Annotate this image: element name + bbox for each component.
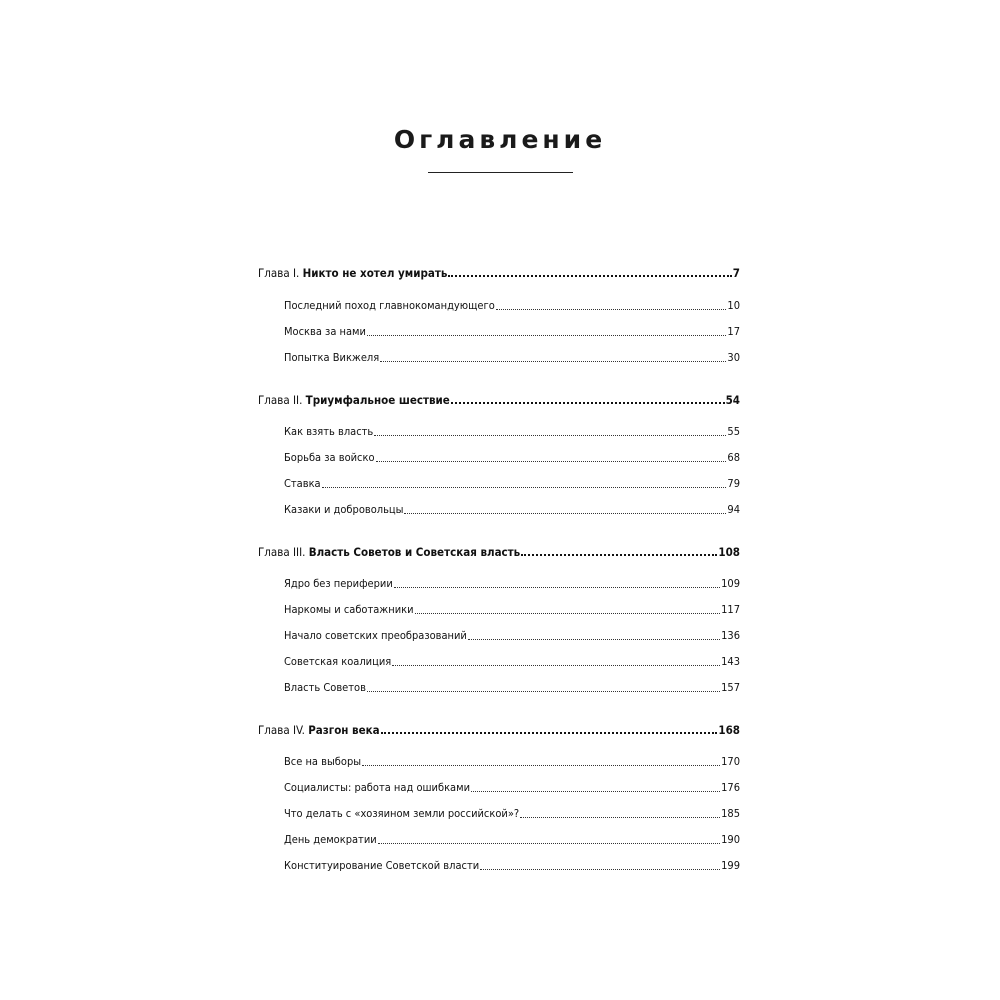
dot-leader <box>381 732 718 734</box>
toc-section[interactable] <box>284 781 740 795</box>
dot-leader <box>496 309 727 310</box>
chapter-label: Глава II. <box>258 393 303 407</box>
page-number: 109 <box>721 577 740 590</box>
dot-leader <box>415 613 721 614</box>
toc-section[interactable] <box>284 755 740 769</box>
dot-leader <box>468 639 720 640</box>
toc-section[interactable] <box>284 629 740 643</box>
dot-leader <box>451 402 725 404</box>
dot-leader <box>392 665 720 666</box>
toc-section[interactable] <box>284 833 740 847</box>
section-title: Наркомы и саботажники <box>284 603 414 616</box>
section-title: Конституирование Советской власти <box>284 859 480 872</box>
page-number: 157 <box>721 681 740 694</box>
section-title: Все на выборы <box>284 755 362 768</box>
dot-leader <box>404 513 726 514</box>
section-title: Попытка Викжеля <box>284 351 380 364</box>
toc-section[interactable] <box>284 681 740 695</box>
dot-leader <box>471 791 720 792</box>
chapter-label: Глава I. <box>258 266 300 280</box>
toc-section[interactable] <box>284 477 740 491</box>
section-title: Последний поход главнокомандующего <box>284 299 495 312</box>
toc-chapter-3[interactable] <box>258 545 740 559</box>
section-title: День демократии <box>284 833 377 846</box>
page-number: 199 <box>721 859 740 872</box>
page-number: 7 <box>732 266 740 280</box>
chapter-title: Триумфальное шествие <box>305 393 450 407</box>
toc-section[interactable] <box>284 807 740 821</box>
dot-leader <box>480 869 720 870</box>
page-title: Оглавление <box>393 125 607 154</box>
section-title: Москва за нами <box>284 325 366 338</box>
dot-leader <box>362 765 720 766</box>
page-number: 190 <box>721 833 740 846</box>
section-title: Ядро без периферии <box>284 577 393 590</box>
section-title: Борьба за войско <box>284 451 375 464</box>
page-number: 30 <box>727 351 740 364</box>
section-title: Как взять власть <box>284 425 374 438</box>
chapter-label: Глава IV. <box>258 723 305 737</box>
dot-leader <box>520 817 720 818</box>
page-number: 170 <box>721 755 740 768</box>
section-title: Казаки и добровольцы <box>284 503 404 516</box>
dot-leader <box>448 275 731 277</box>
dot-leader <box>394 587 720 588</box>
page-number: 108 <box>718 545 740 559</box>
toc-section[interactable] <box>284 299 740 313</box>
section-title: Советская коалиция <box>284 655 392 668</box>
page-number: 55 <box>727 425 740 438</box>
section-title: Социалисты: работа над ошибками <box>284 781 471 794</box>
chapter-title: Власть Советов и Советская власть <box>308 545 521 559</box>
toc-section[interactable] <box>284 859 740 873</box>
toc-section[interactable] <box>284 351 740 365</box>
chapter-title: Разгон века <box>308 723 380 737</box>
chapter-label: Глава III. <box>258 545 306 559</box>
section-title: Власть Советов <box>284 681 366 694</box>
page-number: 68 <box>727 451 740 464</box>
page-number: 54 <box>725 393 740 407</box>
dot-leader <box>521 554 717 556</box>
toc-section[interactable] <box>284 655 740 669</box>
toc-section[interactable] <box>284 603 740 617</box>
toc-section[interactable] <box>284 325 740 339</box>
page-number: 94 <box>727 503 740 516</box>
toc-chapter-1[interactable] <box>258 266 740 280</box>
dot-leader <box>367 691 720 692</box>
page-number: 10 <box>727 299 740 312</box>
toc-chapter-2[interactable] <box>258 393 740 407</box>
dot-leader <box>322 487 727 488</box>
dot-leader <box>374 435 726 436</box>
toc-chapter-4[interactable] <box>258 723 740 737</box>
dot-leader <box>378 843 720 844</box>
toc-section[interactable] <box>284 577 740 591</box>
dot-leader <box>367 335 726 336</box>
toc-section[interactable] <box>284 503 740 517</box>
dot-leader <box>380 361 726 362</box>
section-title: Ставка <box>284 477 321 490</box>
section-title: Что делать с «хозяином земли российской»? <box>284 807 520 820</box>
page-number: 136 <box>721 629 740 642</box>
page-number: 17 <box>727 325 740 338</box>
page-number: 176 <box>721 781 740 794</box>
section-title: Начало советских преобразований <box>284 629 467 642</box>
dot-leader <box>376 461 727 462</box>
page-number: 79 <box>727 477 740 490</box>
page-number: 168 <box>718 723 740 737</box>
page-number: 117 <box>721 603 740 616</box>
page-number: 143 <box>721 655 740 668</box>
toc-section[interactable] <box>284 425 740 439</box>
chapter-title: Никто не хотел умирать <box>302 266 448 280</box>
toc-section[interactable] <box>284 451 740 465</box>
page-number: 185 <box>721 807 740 820</box>
